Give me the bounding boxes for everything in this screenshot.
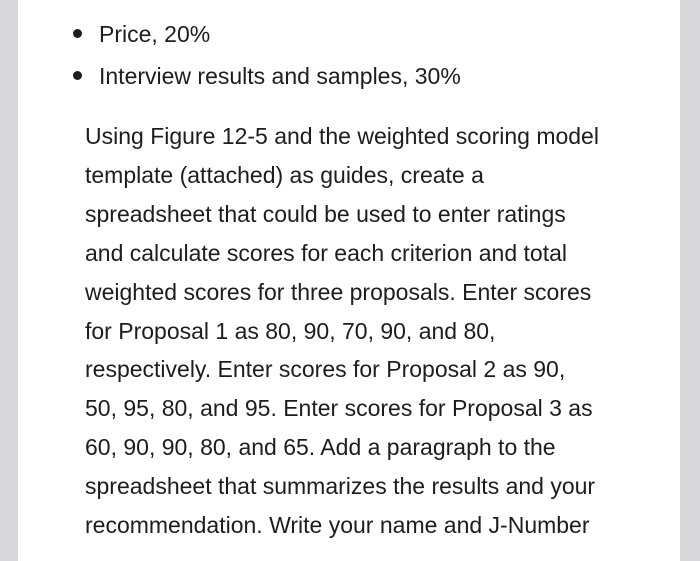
criteria-bullet-list <box>54 16 461 100</box>
paragraph-line: 50, 95, 80, and 95. Enter scores for Proposal 3 as <box>85 395 593 422</box>
bullet-item-interview <box>54 58 461 100</box>
bullet-text: Price, 20% <box>99 21 211 47</box>
paragraph-line: Using Figure 12-5 and the weighted scoring model <box>85 123 599 149</box>
paragraph-line: recommendation. Write your name and J-Number <box>85 512 590 539</box>
paragraph-line: for Proposal 1 as 80, 90, 70, 90, and 80, <box>85 317 496 344</box>
bullet-item-price <box>54 16 461 58</box>
paragraph-line: and calculate scores for each criterion and total <box>85 239 567 266</box>
cut-off-bottom-line <box>85 549 675 561</box>
paragraph-line: spreadsheet that could be used to enter ratings <box>85 200 566 227</box>
paragraph-line: template (attached) as guides, create a <box>85 161 484 188</box>
document-sheet <box>18 0 680 561</box>
bullet-dot-icon <box>73 71 82 80</box>
paragraph-line: spreadsheet that summarizes the results and your <box>85 473 596 500</box>
paragraph-line: respectively. Enter scores for Proposal 2 as 90, <box>85 356 566 383</box>
paragraph-line: 60, 90, 90, 80, and 65. Add a paragraph to the <box>85 434 556 461</box>
bullet-dot-icon <box>73 29 82 38</box>
paragraph-line: weighted scores for three proposals. Enter scores <box>85 278 592 305</box>
instructions-paragraph <box>85 117 675 545</box>
bullet-text: Interview results and samples, 30% <box>99 63 461 89</box>
